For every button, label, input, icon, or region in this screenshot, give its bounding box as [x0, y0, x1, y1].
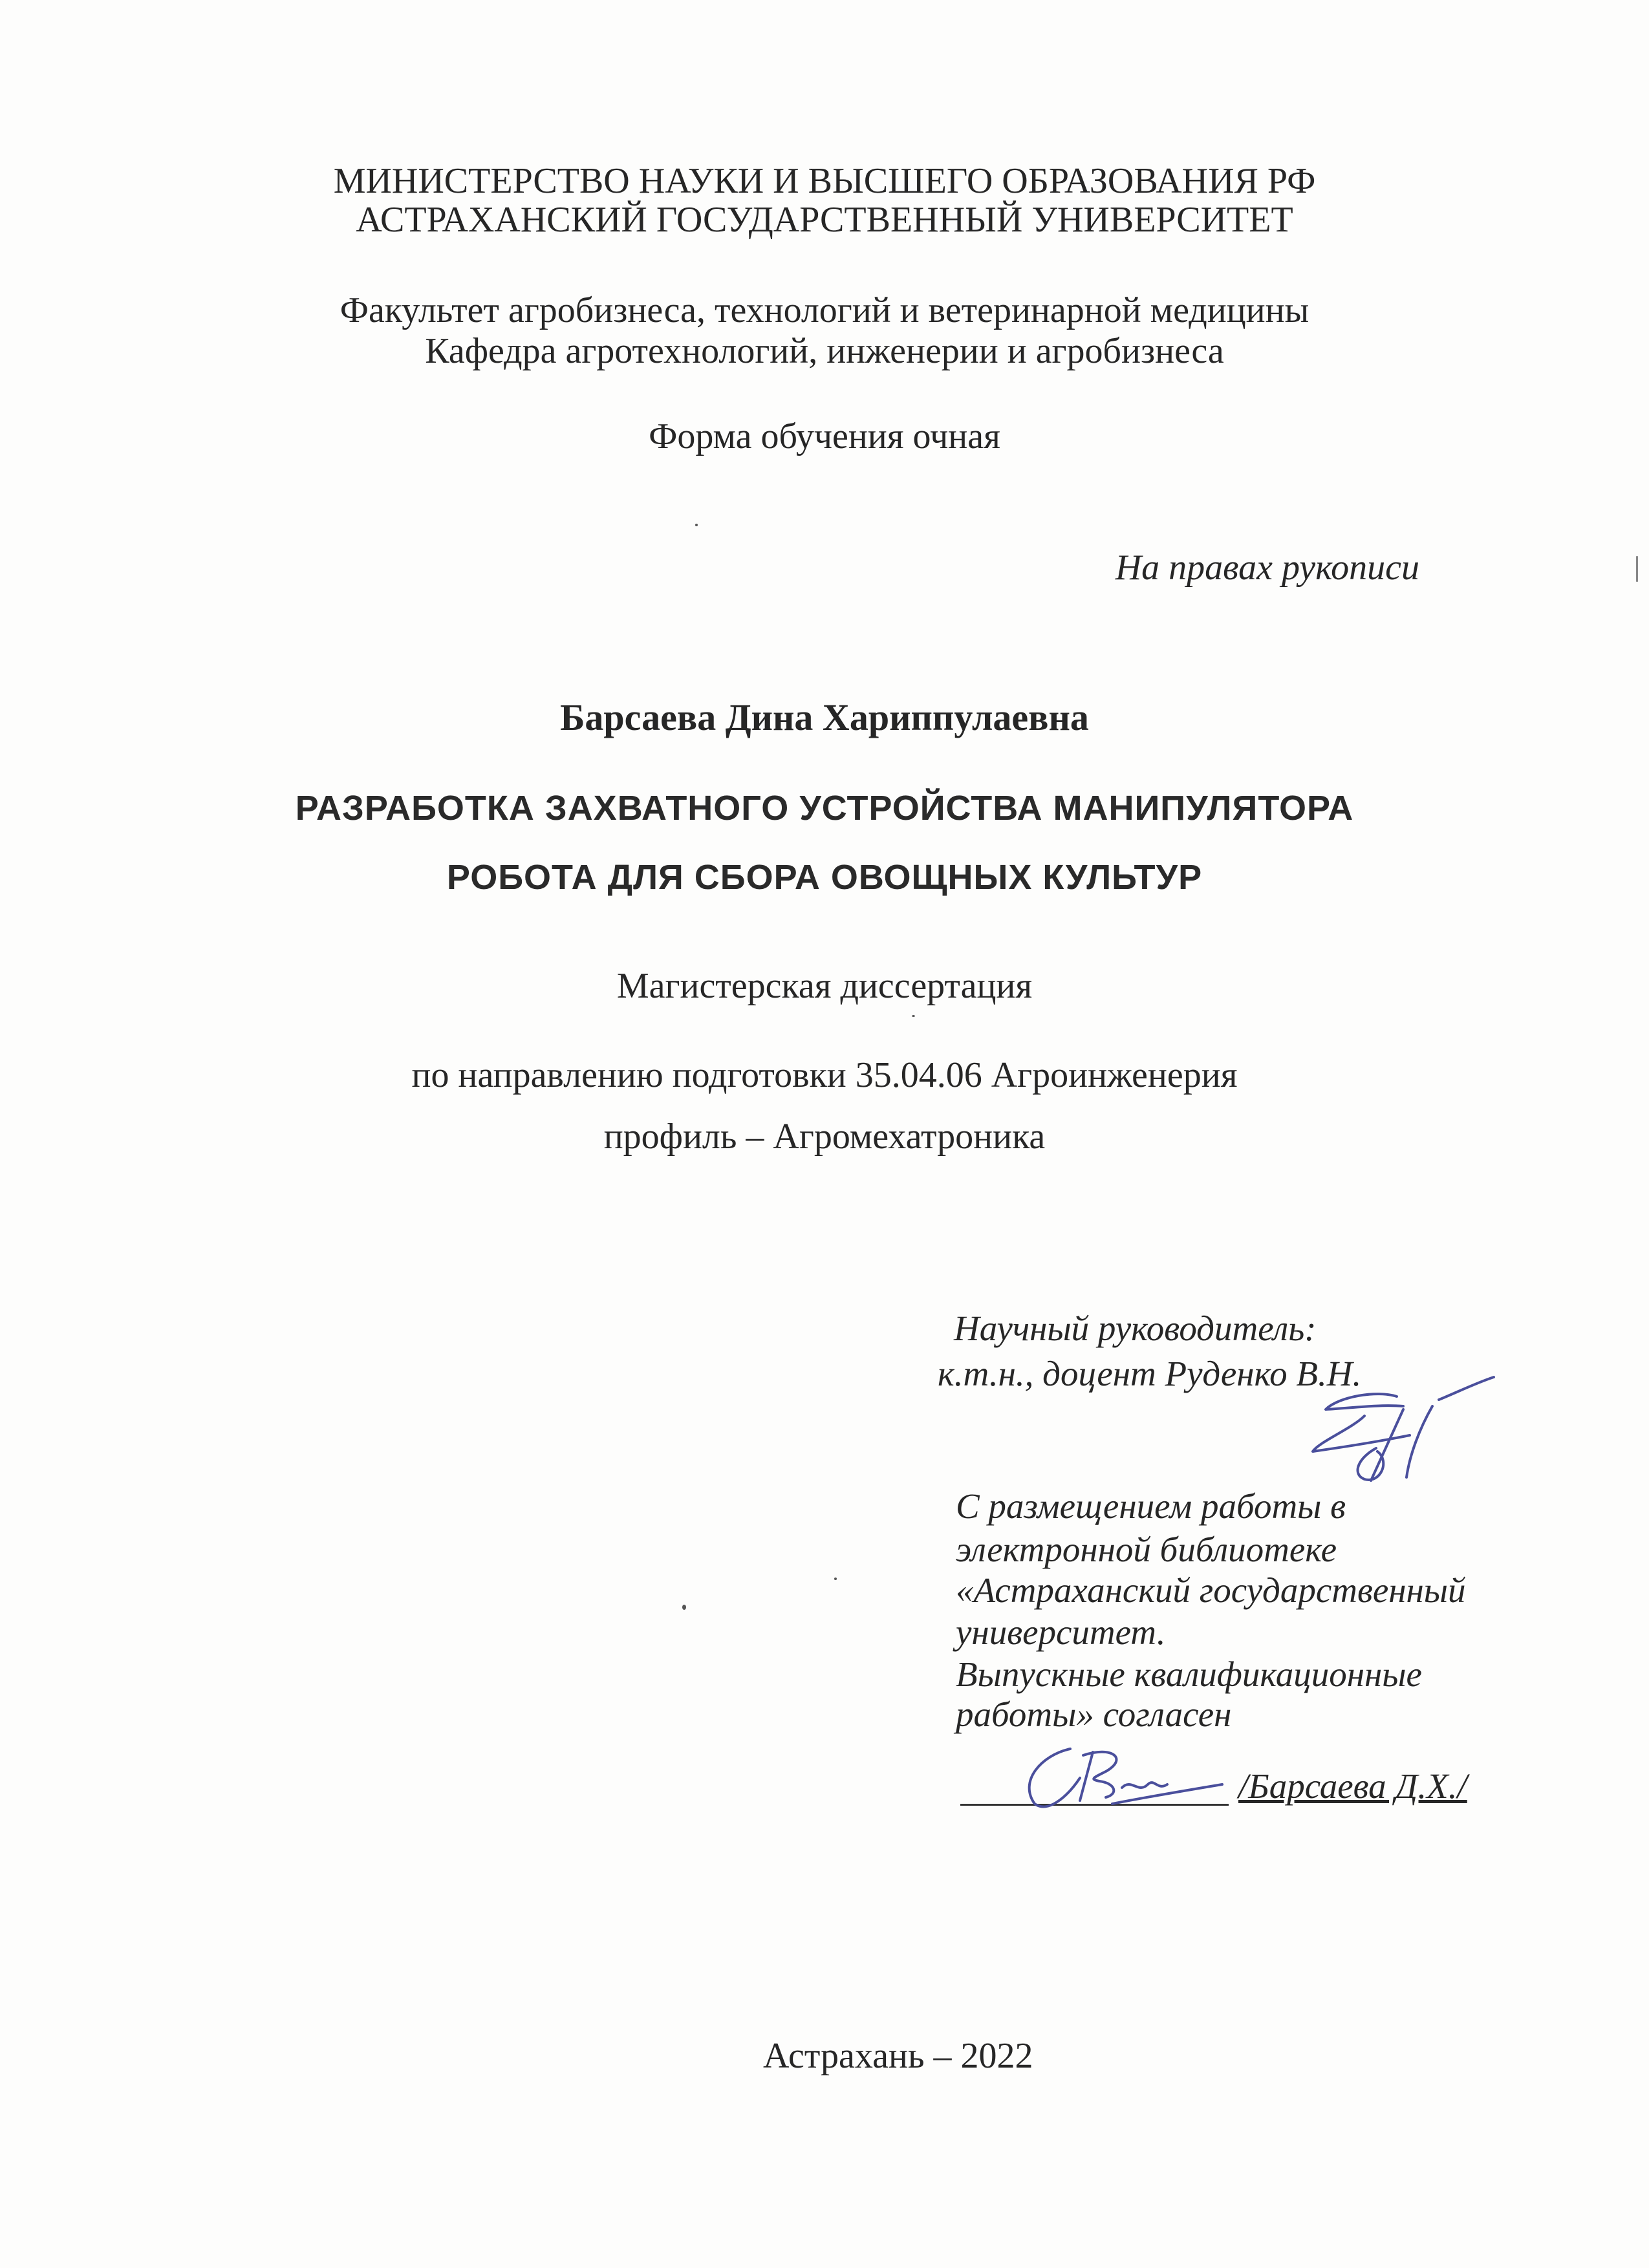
thesis-title-line-2: РОБОТА ДЛЯ СБОРА ОВОЩНЫХ КУЛЬТУР [446, 858, 1203, 897]
supervisor-signature [1300, 1371, 1500, 1493]
consent-line-3: «Астраханский государственный [956, 1570, 1466, 1610]
scan-edge-mark [1636, 556, 1638, 582]
department-name: Кафедра агротехнологий, инженерии и агробизнеса [425, 331, 1224, 371]
consent-line-6: работы» согласен [956, 1695, 1232, 1734]
study-form: Форма обучения очная [649, 416, 1000, 456]
scan-speck [834, 1578, 837, 1580]
consent-line-1: С размещением работы в [956, 1486, 1346, 1526]
consent-signature-name: /Барсаева Д.Х./ [1238, 1766, 1467, 1806]
scan-speck [682, 1605, 686, 1610]
supervisor-name: к.т.н., доцент Руденко В.Н. [938, 1354, 1362, 1393]
study-profile: профиль – Агромехатроника [603, 1117, 1046, 1157]
consent-line-2: электронной библиотеке [956, 1530, 1337, 1569]
consent-line-4: университет. [956, 1612, 1166, 1652]
scan-speck [912, 1015, 915, 1017]
work-type: Магистерская диссертация [616, 966, 1033, 1006]
thesis-title-line-1: РАЗРАБОТКА ЗАХВАТНОГО УСТРОЙСТВА МАНИПУЛЯТОРА [295, 789, 1354, 828]
rights-note: На правах рукописи [1115, 548, 1419, 588]
ministry-title: МИНИСТЕРСТВО НАУКИ И ВЫСШЕГО ОБРАЗОВАНИЯ РФ [333, 161, 1316, 201]
supervisor-label: Научный руководитель: [954, 1309, 1317, 1348]
study-direction: по направлению подготовки 35.04.06 Агроинженерия [411, 1055, 1238, 1095]
faculty-name: Факультет агробизнеса, технологий и ветеринарной медицины [339, 290, 1310, 330]
author-name: Барсаева Дина Хариппулаевна [560, 696, 1089, 738]
consent-line-5: Выпускные квалификационные [956, 1654, 1422, 1694]
author-signature [1009, 1733, 1229, 1823]
university-title: АСТРАХАНСКИЙ ГОСУДАРСТВЕННЫЙ УНИВЕРСИТЕТ [356, 200, 1293, 240]
scan-speck [695, 524, 698, 526]
city-year: Астрахань – 2022 [763, 2036, 1033, 2076]
